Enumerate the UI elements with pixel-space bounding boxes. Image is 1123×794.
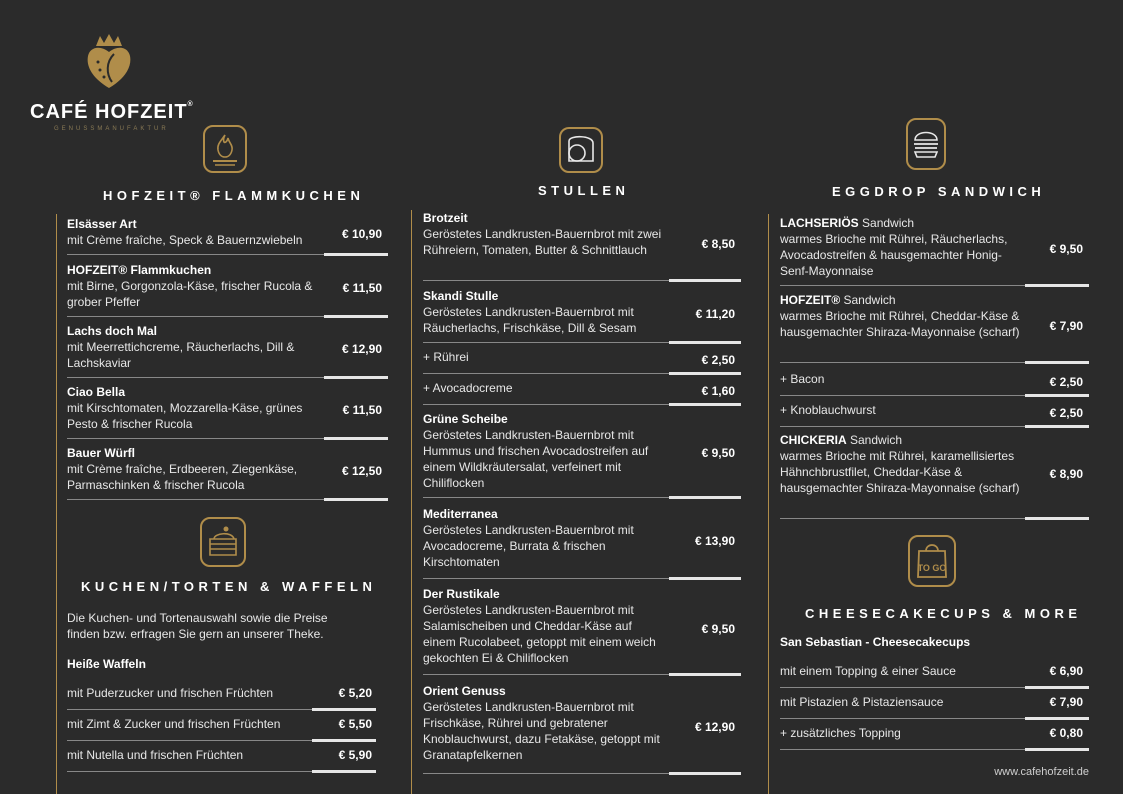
menu-item-text bbox=[780, 694, 1025, 710]
menu-item-text bbox=[67, 323, 325, 371]
price-underline bbox=[324, 376, 388, 379]
menu-item bbox=[780, 725, 1089, 753]
menu-item-price: € 11,50 bbox=[342, 281, 382, 295]
menu-item-price: € 6,90 bbox=[1049, 664, 1083, 678]
menu-item-description: Geröstetes Landkrusten-Bauernbrot mit Avocadocreme, Burrata & frischen Kirschtomaten bbox=[423, 523, 634, 569]
row-divider bbox=[67, 771, 312, 772]
bread-icon bbox=[559, 127, 603, 173]
menu-item-price: € 8,90 bbox=[1049, 467, 1083, 481]
menu-item-price: € 11,50 bbox=[342, 403, 382, 417]
menu-item bbox=[423, 210, 741, 284]
menu-item-price: € 5,90 bbox=[338, 748, 372, 762]
menu-item-price: € 7,90 bbox=[1049, 695, 1083, 709]
cheesecake-heading: CHEESECAKECUPS & MORE bbox=[805, 606, 1082, 621]
row-divider bbox=[780, 395, 1025, 396]
menu-item-suffix: Sandwich bbox=[840, 293, 896, 307]
cheesecake-subtitle: San Sebastian - Cheesecakecups bbox=[780, 635, 971, 649]
row-divider bbox=[423, 280, 669, 281]
menu-item-price: € 2,50 bbox=[1049, 406, 1083, 420]
menu-item-title: Orient Genuss bbox=[423, 684, 506, 698]
row-divider bbox=[423, 674, 669, 675]
row-divider bbox=[423, 773, 669, 774]
menu-item-text bbox=[67, 445, 325, 493]
price-underline bbox=[1025, 284, 1089, 287]
row-divider bbox=[67, 709, 312, 710]
menu-item-price: € 0,80 bbox=[1049, 726, 1083, 740]
menu-item bbox=[780, 371, 1089, 399]
menu-item-text bbox=[423, 210, 663, 258]
menu-item-text bbox=[67, 685, 317, 701]
menu-item-description: mit Meerrettichcreme, Räucherlachs, Dill & Lachskaviar bbox=[67, 340, 295, 370]
row-divider bbox=[780, 718, 1025, 719]
menu-item-price: € 7,90 bbox=[1049, 319, 1083, 333]
menu-item-title: Der Rustikale bbox=[423, 587, 500, 601]
price-underline bbox=[669, 372, 741, 375]
menu-item-description: Geröstetes Landkrusten-Bauernbrot mit Frischkäse, Rührei und gebratener Knoblauchwurst, dazu Fetakäse, getoppt mit Granatapfelkernen bbox=[423, 700, 660, 762]
menu-item-description: mit Nutella und frischen Früchten bbox=[67, 748, 244, 762]
menu-item-price: € 10,90 bbox=[341, 227, 382, 241]
row-divider bbox=[67, 377, 324, 378]
menu-item-text bbox=[67, 262, 325, 310]
row-divider bbox=[67, 316, 324, 317]
menu-item bbox=[423, 586, 741, 678]
menu-item-price: € 12,90 bbox=[341, 342, 382, 356]
menu-item-description: mit einem Topping & einer Sauce bbox=[780, 664, 956, 678]
menu-item-description: warmes Brioche mit Rührei, Räucherlachs, Avocadostreifen & hausgemachter Honig-Senf-Mayonnaise bbox=[780, 232, 1008, 278]
menu-item bbox=[67, 216, 388, 258]
price-underline bbox=[1025, 517, 1089, 520]
price-underline bbox=[324, 498, 388, 501]
menu-item-description: mit Kirschtomaten, Mozzarella-Käse, grünes Pesto & frischer Rucola bbox=[67, 401, 303, 431]
menu-item bbox=[67, 716, 376, 744]
menu-item bbox=[67, 747, 376, 775]
menu-item-description: Geröstetes Landkrusten-Bauernbrot mit Hummus und frischen Avocadostreifen auf einem Wildkräutersalat, verfeinert mit Chiliflocken bbox=[423, 428, 649, 490]
row-divider bbox=[67, 254, 324, 255]
menu-item-price: € 12,50 bbox=[341, 464, 382, 478]
row-divider bbox=[67, 438, 324, 439]
price-underline bbox=[669, 279, 741, 282]
menu-item-title: Skandi Stulle bbox=[423, 289, 499, 303]
menu-item bbox=[423, 380, 741, 408]
logo-tagline: GENUSSMANUFAKTUR bbox=[54, 126, 169, 132]
strawberry-logo-icon bbox=[30, 32, 200, 90]
menu-item-text bbox=[423, 586, 663, 666]
price-underline bbox=[1025, 425, 1089, 428]
to-go-label: TO GO bbox=[917, 563, 947, 573]
price-underline bbox=[1025, 717, 1089, 720]
row-divider bbox=[780, 426, 1025, 427]
kuchen-note: Die Kuchen- und Tortenauswahl sowie die Preise finden bzw. erfragen Sie gern an unserer Theke. bbox=[67, 611, 328, 641]
menu-item bbox=[67, 384, 388, 442]
website-link[interactable]: www.cafehofzeit.de bbox=[994, 766, 1089, 778]
price-underline bbox=[324, 437, 388, 440]
menu-item-description: Geröstetes Landkrusten-Bauernbrot mit Salamischeiben und Cheddar-Käse auf einem Rucolabeet, getoppt mit einem weich gekochten Ei & Chiliflocken bbox=[423, 603, 656, 665]
menu-item-text bbox=[780, 432, 1025, 496]
kuchen-heading: KUCHEN/TORTEN & WAFFELN bbox=[81, 579, 377, 594]
price-underline bbox=[312, 770, 376, 773]
column-divider bbox=[411, 210, 412, 794]
menu-item-price: € 9,50 bbox=[701, 446, 735, 460]
waffeln-title: Heiße Waffeln bbox=[67, 657, 146, 671]
menu-item-title: Ciao Bella bbox=[67, 385, 126, 399]
menu-item-title: Mediterranea bbox=[423, 507, 498, 521]
menu-item-text bbox=[423, 349, 663, 365]
price-underline bbox=[1025, 361, 1089, 364]
menu-item-text bbox=[780, 402, 1025, 418]
price-underline bbox=[669, 341, 741, 344]
menu-item-text bbox=[423, 411, 663, 491]
menu-item-description: + Rührei bbox=[423, 350, 469, 364]
menu-item bbox=[423, 349, 741, 377]
row-divider bbox=[780, 285, 1025, 286]
menu-item-description: mit Pistazien & Pistaziensauce bbox=[780, 695, 944, 709]
menu-item bbox=[67, 445, 388, 503]
sandwich-icon bbox=[906, 118, 946, 170]
menu-item-text bbox=[423, 506, 663, 570]
menu-item-description: + Bacon bbox=[780, 372, 825, 386]
menu-item bbox=[780, 402, 1089, 430]
menu-item bbox=[423, 411, 741, 501]
menu-item-description: + Avocadocreme bbox=[423, 381, 513, 395]
menu-item bbox=[423, 683, 741, 777]
price-underline bbox=[669, 403, 741, 406]
cake-icon bbox=[200, 517, 246, 567]
menu-item-price: € 5,20 bbox=[338, 686, 372, 700]
menu-item-title: Bauer Würfl bbox=[67, 446, 136, 460]
column-divider bbox=[56, 214, 57, 794]
menu-item-text bbox=[780, 371, 1025, 387]
menu-item-description: warmes Brioche mit Rührei, Cheddar-Käse & hausgemachter Shiraza-Mayonnaise (scharf) bbox=[780, 309, 1020, 339]
logo-name: CAFÉ HOFZEIT® bbox=[30, 101, 194, 123]
menu-item-title: Elsässer Art bbox=[67, 217, 137, 231]
menu-item-title: HOFZEIT® bbox=[780, 293, 841, 307]
menu-item-price: € 8,50 bbox=[701, 237, 735, 251]
menu-item-description: mit Puderzucker und frischen Früchten bbox=[67, 686, 274, 700]
menu-item-description: Geröstetes Landkrusten-Bauernbrot mit Räucherlachs, Frischkäse, Dill & Sesam bbox=[423, 305, 637, 335]
row-divider bbox=[423, 497, 669, 498]
menu-item-text bbox=[423, 288, 663, 336]
row-divider bbox=[423, 373, 669, 374]
menu-item bbox=[780, 292, 1089, 366]
menu-item-suffix: Sandwich bbox=[858, 216, 915, 230]
row-divider bbox=[423, 578, 669, 579]
menu-item-text bbox=[780, 725, 1025, 741]
menu-item-title: CHICKERIA bbox=[780, 433, 847, 447]
row-divider bbox=[67, 499, 324, 500]
row-divider bbox=[780, 362, 1025, 363]
menu-item-suffix: Sandwich bbox=[846, 433, 903, 447]
column-divider bbox=[768, 214, 769, 794]
menu-item-price: € 9,50 bbox=[701, 622, 735, 636]
menu-item-text bbox=[67, 384, 325, 432]
row-divider bbox=[780, 518, 1025, 519]
flame-icon bbox=[203, 125, 247, 173]
price-underline bbox=[1025, 748, 1089, 751]
menu-item-description: mit Birne, Gorgonzola-Käse, frischer Rucola & grober Pfeffer bbox=[67, 279, 313, 309]
menu-item-description: Geröstetes Landkrusten-Bauernbrot mit zwei Rühreiern, Tomaten, Butter & Schnittlauch bbox=[423, 227, 662, 257]
row-divider bbox=[423, 342, 669, 343]
price-underline bbox=[1025, 686, 1089, 689]
price-underline bbox=[669, 496, 741, 499]
row-divider bbox=[67, 740, 312, 741]
menu-item-description: mit Crème fraîche, Speck & Bauernzwiebeln bbox=[67, 233, 303, 247]
price-underline bbox=[669, 577, 741, 580]
menu-item-price: € 5,50 bbox=[338, 717, 372, 731]
menu-item-title: Lachs doch Mal bbox=[67, 324, 158, 338]
menu-item bbox=[780, 432, 1089, 522]
price-underline bbox=[324, 315, 388, 318]
menu-item-description: mit Zimt & Zucker und frischen Früchten bbox=[67, 717, 281, 731]
menu-item-text bbox=[780, 292, 1025, 340]
to-go-bag-icon bbox=[908, 535, 956, 587]
price-underline bbox=[669, 673, 741, 676]
menu-item-title: HOFZEIT® Flammkuchen bbox=[67, 263, 212, 277]
row-divider bbox=[780, 749, 1025, 750]
menu-item-price: € 2,50 bbox=[1049, 375, 1083, 389]
stullen-heading: STULLEN bbox=[538, 183, 630, 198]
menu-item-description: + Knoblauchwurst bbox=[780, 403, 876, 417]
price-underline bbox=[312, 739, 376, 742]
price-underline bbox=[324, 253, 388, 256]
menu-item-price: € 2,50 bbox=[701, 353, 735, 367]
eggdrop-heading: EGGDROP SANDWICH bbox=[832, 184, 1046, 199]
menu-item bbox=[423, 288, 741, 346]
row-divider bbox=[780, 687, 1025, 688]
menu-item-price: € 11,20 bbox=[695, 307, 735, 321]
menu-item-title: Brotzeit bbox=[423, 211, 468, 225]
menu-item bbox=[67, 262, 388, 320]
price-underline bbox=[1025, 394, 1089, 397]
menu-item-description: + zusätzliches Topping bbox=[780, 726, 901, 740]
menu-item-title: LACHSERIÖS bbox=[780, 216, 859, 230]
price-underline bbox=[669, 772, 741, 775]
menu-item-price: € 13,90 bbox=[694, 534, 735, 548]
row-divider bbox=[423, 404, 669, 405]
menu-item-text bbox=[67, 216, 325, 248]
menu-item bbox=[423, 506, 741, 582]
menu-item-title: Grüne Scheibe bbox=[423, 412, 508, 426]
menu-item-text bbox=[67, 747, 317, 763]
menu-item-text bbox=[780, 215, 1025, 279]
menu-item-text bbox=[423, 683, 663, 763]
menu-item bbox=[780, 663, 1089, 691]
menu-item-price: € 9,50 bbox=[1049, 242, 1083, 256]
flammkuchen-heading: HOFZEIT® FLAMMKUCHEN bbox=[103, 188, 365, 203]
menu-item-text bbox=[67, 716, 317, 732]
menu-item bbox=[67, 685, 376, 713]
menu-item bbox=[67, 323, 388, 381]
menu-item-description: mit Crème fraîche, Erdbeeren, Ziegenkäse, Parmaschinken & frischer Rucola bbox=[67, 462, 298, 492]
menu-item bbox=[780, 215, 1089, 289]
menu-item-description: warmes Brioche mit Rührei, karamellisiertes Hähnchbrustfilet, Cheddar-Käse & hausgemachter Shiraza-Mayonnaise (scharf) bbox=[780, 449, 1020, 495]
cafe-logo bbox=[30, 32, 200, 132]
menu-item-text bbox=[780, 663, 1025, 679]
menu-item-price: € 1,60 bbox=[701, 384, 735, 398]
menu-item bbox=[780, 694, 1089, 722]
menu-item-text bbox=[423, 380, 663, 396]
price-underline bbox=[312, 708, 376, 711]
menu-item-price: € 12,90 bbox=[694, 720, 735, 734]
